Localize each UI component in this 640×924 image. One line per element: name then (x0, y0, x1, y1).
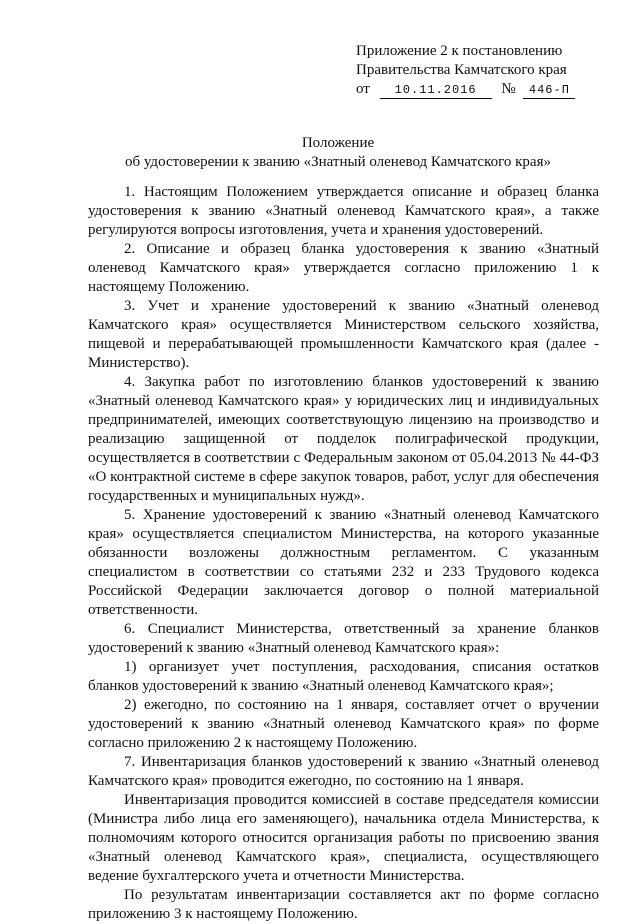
paragraph-5: 5. Хранение удостоверений к званию «Знатный оленевод Камчатского края» осуществляется специалистом Министерства, на которого указанные обязанности возложены должностным регламентом. С указанным специалистом в соответствии со статьями 232 и 233 Трудового кодекса Российской Федерации заключается договор о полной материальной ответственности. (88, 507, 599, 618)
paragraph-2: 2. Описание и образец бланка удостоверения к званию «Знатный оленевод Камчатского края» утверждается согласно приложению 1 к настоящему Положению. (88, 241, 599, 295)
paragraph-3: 3. Учет и хранение удостоверений к званию «Знатный оленевод Камчатского края» осуществляется Министерством сельского хозяйства, пищевой и перерабатывающей промышленности Камчатского края (далее - Министерство). (88, 298, 599, 371)
resolution-number: 446-П (523, 83, 575, 99)
paragraph-6-item-1: 1) организует учет поступления, расходования, списания остатков бланков удостоверений к званию «Знатный оленевод Камчатского края»; (88, 659, 599, 694)
from-label: от (356, 81, 370, 97)
appendix-header (356, 42, 626, 99)
paragraph-4: 4. Закупка работ по изготовлению бланков удостоверений к званию «Знатный оленевод Камчатского края» у юридических лиц и индивидуальных предпринимателей, имеющих соответствующую лицензию на производство и реализацию защищенной от подделок полиграфической продукции, осуществляется в соответствии с Федеральным законом от 05.04.2013 № 44-ФЗ «О контрактной системе в сфере закупок товаров, работ, услуг для обеспечения государственных и муниципальных нужд». (88, 374, 599, 504)
title-line-1: Положение (301, 135, 375, 151)
resolution-date: 10.11.2016 (380, 83, 492, 99)
appendix-line-1: Приложение 2 к постановлению (356, 43, 563, 59)
paragraph-7: 7. Инвентаризация бланков удостоверений к званию «Знатный оленевод Камчатского края» проводится ежегодно, по состоянию на 1 января. (88, 754, 599, 789)
paragraph-1: 1. Настоящим Положением утверждается описание и образец бланка удостоверения к званию «Знатный оленевод Камчатского края», а также регулируются вопросы изготовления, учета и хранения удостоверений. (88, 184, 599, 238)
appendix-date-line (356, 80, 626, 99)
paragraph-6: 6. Специалист Министерства, ответственный за хранение бланков удостоверений к званию «Знатный оленевод Камчатского края»: (88, 621, 599, 656)
paragraph-6-item-2: 2) ежегодно, по состоянию на 1 января, составляет отчет о вручении удостоверений к званию «Знатный оленевод Камчатского края» по форме согласно приложению 2 к настоящему Положению. (88, 697, 599, 751)
appendix-line-2: Правительства Камчатского края (356, 62, 567, 78)
paragraph-8: Инвентаризация проводится комиссией в составе председателя комиссии (Министра либо лица его заменяющего), начальника отдела Министерства, к полномочиям которого относится организация работы по присвоению звания «Знатный оленевод Камчатского края», специалиста, осуществляющего ведение бухгалтерского учета и отчетности Министерства. (88, 792, 599, 884)
document-title (88, 134, 588, 172)
number-label: № (501, 81, 516, 97)
document-body (88, 183, 599, 924)
title-line-2: об удостоверении к званию «Знатный оленевод Камчатского края» (125, 154, 551, 170)
paragraph-9: По результатам инвентаризации составляется акт по форме согласно приложению 3 к настоящему Положению. (88, 887, 599, 922)
